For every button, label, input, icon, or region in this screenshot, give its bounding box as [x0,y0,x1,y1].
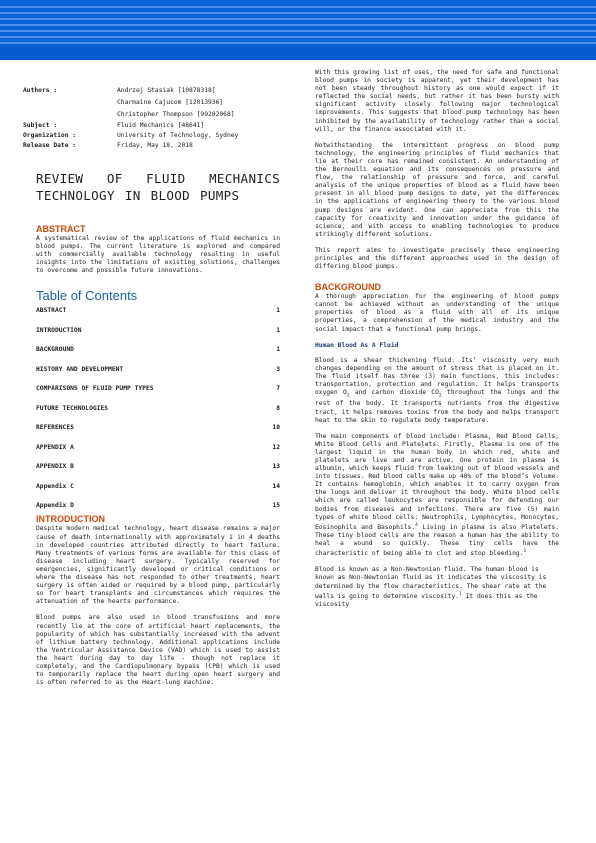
toc-entry[interactable] [36,424,280,444]
toc-entry-page: 13 [272,463,280,471]
toc-entry-page: 1 [276,307,280,315]
toc-entry-page: 3 [276,365,280,373]
meta-value: Fluid Mechanics [48641] [117,122,205,129]
toc-entry[interactable] [36,366,280,386]
title-word: BLOOD [150,187,191,203]
toc-entry[interactable] [36,502,280,514]
toc-entry[interactable] [36,405,280,425]
document-metadata [23,69,280,154]
toc-entry-label[interactable]: REFERENCES [36,424,74,432]
meta-label: Subject : [23,122,58,129]
meta-authors-3 [23,111,283,120]
body-paragraph: Notwithstanding the intermittent progress on blood pump technology, the engineering principles of fluid mechanics that lie at their core has remained consistent. An understanding of the Bernoulli equation and its consequences on pressure and flow, the relationship of pressure and force, and careful analysis of the unique properties of blood as a fluid have been present in all blood pump designs to date, yet the differences in the applications of engineering theory to the various blood pump designs are evident. One can appreciate from this the capacity for creativity and innovation under the guidance of science, and with access to enabling technologies to produce strikingly different solutions. [315,141,559,238]
table-of-contents [36,307,280,514]
title-word: TECHNOLOGY [36,187,115,203]
toc-entry[interactable] [36,463,280,483]
body-paragraph: Blood is a shear thickening fluid. Its’ viscosity very much changes depending on the amount of stress that is placed on it. The fluid itself has three (3) main functions, this includes: transportation, protection and regulation. It helps transports oxygen $O_2$ and carbon dioxide $CO_2$ throughout the lungs and the rest of the body. It transports nutrients from the digestive tract, it helps removes toxins from the body and helps transport heat to the skin to regulate body temperature. [315,356,559,424]
toc-entry[interactable] [36,444,280,464]
meta-organization [23,132,283,141]
title-word: OF [106,171,123,186]
background-heading: BACKGROUND [315,282,381,293]
meta-value: Charmaine Cajucom [12013936] [117,99,224,106]
title-line [36,188,280,205]
toc-entry-page: 1 [276,326,280,334]
toc-entry[interactable] [36,483,280,503]
body-paragraph: Blood is known as a Non-Newtonian fluid. The human blood is known as Non-Newtonian fluid as it indicates the viscosity is determined by the flow characteristics. The shear rate at the walls is going to determine viscosity.$^1$ It does this as the viscosity [315,566,547,608]
toc-entry-label[interactable]: APPENDIX A [36,443,74,451]
toc-entry-page: 12 [272,443,280,451]
meta-subject [23,122,283,131]
banner-stripe [0,30,596,32]
meta-value: Christopher Thompson [99202068] [117,111,235,118]
title-word: PUMPS [200,187,240,203]
title-word: MECHANICS [209,171,280,186]
introduction-paragraph: Blood pumps are also used in blood transfusions and more recently lie at the core of artificial heart replacements, the popularity of which has substantially increased with the advent of lithium battery technology. Additional applications include the Ventricular Assistance Device (VAD) which is used to assist the heart during day to day life - though not replace it completely, and the Cardiopulmonary bypass (CPB) which is used to temporarily replace the heart during open heart surgery and is often referred to as the Heart-lung machine. [36,614,280,687]
banner-stripe [0,18,596,20]
meta-authors [23,87,283,96]
toc-entry-label[interactable]: Appendix D [36,502,74,510]
toc-entry-label[interactable]: APPENDIX B [36,463,74,471]
meta-label: Release Date : [23,142,77,149]
toc-entry[interactable] [36,307,280,327]
right-column [315,69,559,609]
meta-label: Organization : [23,132,77,139]
banner-stripe [0,12,596,14]
toc-entry-label[interactable]: FUTURE TECHNOLOGIES [36,404,109,412]
toc-entry-label[interactable]: INTRODUCTION [36,326,82,334]
toc-entry[interactable] [36,385,280,405]
toc-entry[interactable] [36,327,280,347]
subsection-heading: Human Blood As A Fluid [315,341,399,349]
document-title [36,171,280,204]
body-paragraph: With this growing list of uses, the need for safe and functional blood pumps in society is apparent, yet their development has not been steady throughout history as one would expect if it reflected the social needs, but rather it has been bursty with significant activity closely following major technological improvements. This suggests that blood pump technology has been inhibited by the availability of technology rather than a social will, or the finance associated with it. [315,69,559,133]
title-word: IN [124,187,141,203]
meta-value: University of Technology, Sydney [117,132,239,139]
meta-release-date [23,142,283,151]
banner-stripe [0,42,596,44]
toc-entry-page: 8 [276,404,280,412]
body-paragraph: A thorough appreciation for the engineering of blood pumps cannot be achieved without an understanding of the unique properties of blood as a fluid with all of its unique properties, a comprehension of the medical industry and the social impact that a functional pump brings. [315,293,559,333]
toc-entry-label[interactable]: COMPARISONS OF FLUID PUMP TYPES [36,385,154,393]
banner-stripe [0,36,596,38]
title-word: REVIEW [36,171,84,186]
toc-entry-label[interactable]: ABSTRACT [36,307,67,315]
toc-entry-page: 14 [272,482,280,490]
toc-entry-label[interactable]: BACKGROUND [36,346,74,354]
abstract-heading: ABSTRACT [36,224,86,234]
meta-label: Authors : [23,87,58,94]
toc-entry-page: 7 [276,385,280,393]
toc-entry-page: 10 [272,424,280,432]
introduction-paragraph: Despite modern medical technology, heart disease remains a major cause of death internationally with approximately 1 in 4 deaths in developed countries attributed directly to heart failure. Many treatments of various forms are available for this class of disease including heart surgery. Typically reserved for emergencies, significantly developed or critical conditions or where the disease has not responded to other treatments, heart surgery is often aided or required by a blood pump, particularly so for heart transplants and circumstances which requires the attenuation of the hearts performance. [36,525,280,606]
toc-entry[interactable] [36,346,280,366]
title-word: FLUID [146,171,186,186]
abstract-text: A systematical review of the applications of fluid mechanics in blood pumps. The current literature is explored and compared with commercially available technology resulting in useful insights into the limitations of existing solutions, challenges to overcome and possible future innovations. [36,235,280,275]
body-paragraph: This report aims to investigate precisely these engineering principles and the different approaches used in the design of differing blood pumps. [315,246,559,271]
banner-stripe [0,24,596,26]
title-line [36,171,280,188]
toc-entry-page: 1 [276,346,280,354]
toc-entry-page: 15 [272,502,280,510]
left-column [23,69,280,687]
header-banner [0,0,596,60]
toc-heading: Table of Contents [36,288,138,304]
banner-stripe [0,6,596,8]
body-paragraph: The main components of blood include: Plasma, Red Blood Cells, White Blood Cells and Platelets. Firstly, Plasma is one of the largest liquid in the human body in which red, white and platelets are live and are active. One protein in plasma is albumin, which keeps fluid from leaking out of blood vessels and into tissues. Red blood cells make up 40% of the blood’s volume. It contains hemoglobin, which enables it to carry oxygen from the lungs and deliver it throughout the body. White blood cells which are called leukocytes are responsible for defending our bodies from diseases and infections. There are five (5) main types of white blood cells: Neutrophils, Lymphocytes, Monocytes, Eosinophils and Basophils.$^4$ Living in plasma is also Platelets. These tiny blood cells are the reason a human has the ability to heal a wound so quickly. These tiny cells have the characteristic of being able to clot and stop bleeding.$^1$ [315,432,559,558]
meta-value: Andrzej Stasiak [10878318] [117,87,216,94]
meta-value: Friday, May 18, 2018 [117,142,193,149]
toc-entry-label[interactable]: HISTORY AND DEVELOPMENT [36,365,124,373]
banner-base [0,45,596,60]
meta-authors-2 [23,99,283,108]
toc-entry-label[interactable]: Appendix C [36,482,74,490]
introduction-heading: INTRODUCTION [36,514,105,525]
